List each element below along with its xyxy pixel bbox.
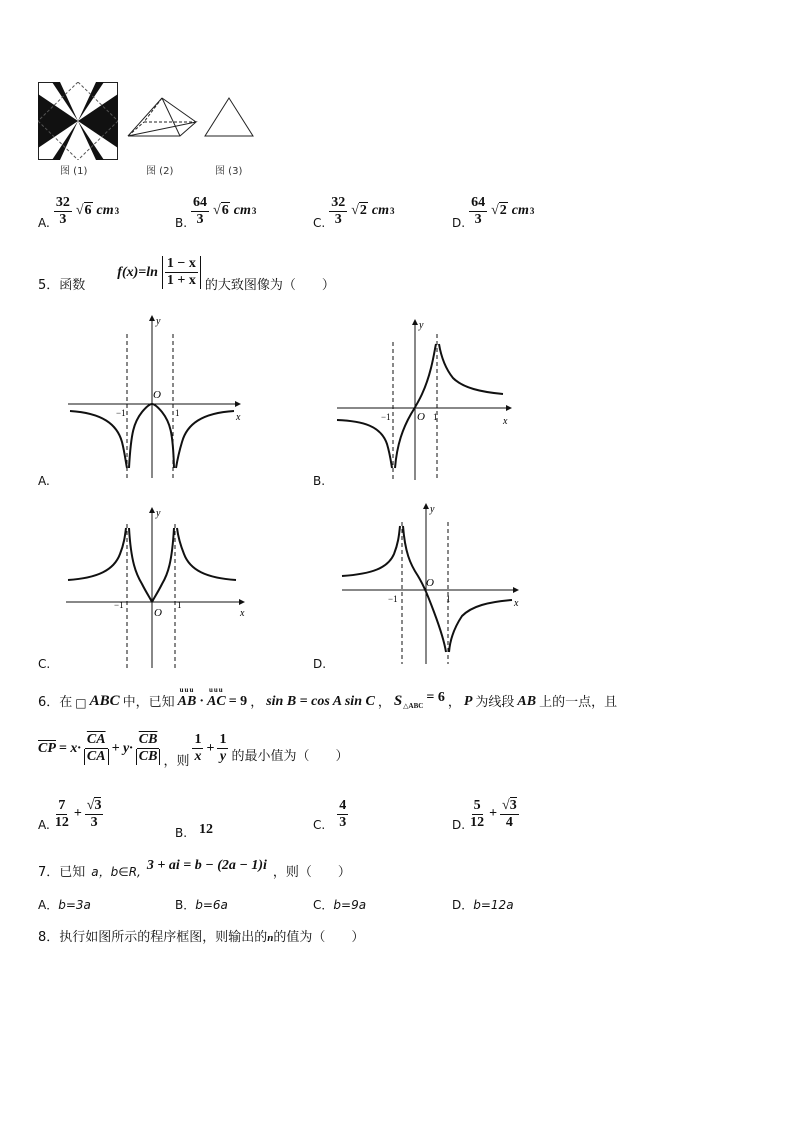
q7-option-a[interactable]: A．b=3a [38, 898, 91, 912]
option-label: A. [38, 216, 50, 230]
graph-b [333, 316, 519, 482]
option-label: C. [313, 216, 326, 230]
sqrt: √2 [351, 203, 367, 218]
graph-d [338, 500, 524, 666]
q4-option-d[interactable]: D. $\frac{64}{3}$ √2 cm 3 [452, 194, 535, 230]
q7-option-d[interactable]: D．b=12a [452, 898, 514, 912]
sqrt: √2 [491, 203, 507, 218]
svg-text:1: 1 [446, 594, 451, 604]
svg-text:x: x [503, 416, 508, 427]
q6-option-b[interactable]: B. 12 [175, 822, 214, 840]
graph-a [62, 312, 248, 482]
figure-1 [38, 82, 118, 160]
q5-func: f(x)=ln [117, 265, 158, 280]
svg-text:−1: −1 [388, 594, 398, 604]
svg-text:y: y [156, 508, 161, 519]
q4-option-b[interactable]: B. $\frac{64}{3}$ √6 cm 3 [175, 194, 257, 230]
option-label: D. [452, 216, 466, 230]
q6-option-d[interactable]: D. $\frac{5}{12}$ + $\frac{√3}{4}$ [452, 797, 517, 832]
fig3-caption: 图 (3) [215, 166, 243, 177]
unit-vector-cb: $\frac{\overline{CB}}{CB}$ [136, 732, 161, 765]
x-label: x [236, 412, 241, 423]
fig2-caption: 图 (2) [146, 166, 174, 177]
svg-text:−1: −1 [114, 600, 124, 610]
graph-c [62, 504, 252, 670]
graph-d-label[interactable]: D. [313, 657, 327, 671]
origin-label: O [153, 389, 161, 401]
sqrt: √6 [75, 203, 92, 218]
fig1-caption: 图 (1) [60, 166, 88, 177]
fraction: $\frac{64}{3}$ [193, 194, 208, 227]
q6-option-a[interactable]: A. $\frac{7}{12}$ + $\frac{√3}{3}$ [38, 797, 102, 832]
q4-option-c[interactable]: C. $\frac{32}{3}$ √2 cm 3 [313, 194, 395, 230]
svg-text:y: y [430, 504, 435, 515]
svg-text:x: x [514, 598, 519, 609]
q6-line1: 6．在 □ ABC 中，已知 uuu AB · uuu AC = 9 ， sin B = cos A sin C ， S △ABC = 6 ， P 为线段 AB 上的一点，且 [38, 686, 618, 710]
y-label: y [156, 316, 161, 327]
svg-text:1: 1 [177, 600, 182, 610]
option-label: B. [175, 216, 188, 230]
q7-option-b[interactable]: B．b=6a [175, 898, 228, 912]
q5-tail: 的大致图像为（ ） [204, 278, 335, 293]
graph-c-label[interactable]: C. [38, 657, 51, 671]
neg1-label: −1 [116, 408, 126, 418]
q8-question: 8．执行如图所示的程序框图，则输出的n的值为（ ） [38, 930, 365, 945]
figure-2-pyramid [126, 96, 198, 148]
one-label: 1 [175, 408, 180, 418]
sqrt: √6 [213, 203, 229, 218]
svg-text:y: y [419, 320, 424, 331]
svg-text:O: O [417, 411, 425, 423]
svg-text:O: O [154, 607, 162, 619]
graph-b-label[interactable]: B. [313, 474, 326, 488]
q7-option-c[interactable]: C．b=9a [313, 898, 367, 912]
q6-option-c[interactable]: C. $\frac{4}{3}$ [313, 797, 347, 832]
graph-a-label[interactable]: A. [38, 474, 50, 488]
fraction: $\frac{64}{3}$ [471, 194, 486, 227]
q7-question: 7．已知 a，b∈R, 3 + ai = b − (2a − 1)i ，则（ ） [38, 858, 351, 880]
vec-cp: CP [38, 741, 56, 756]
svg-text:O: O [426, 577, 434, 589]
q5-abs: $\frac{1 - x}{1 + x}$ [162, 256, 201, 289]
q4-option-a[interactable]: A. $\frac{32}{3}$ √6 cm 3 [38, 194, 120, 230]
svg-text:−1: −1 [381, 412, 391, 422]
svg-text:1: 1 [433, 412, 438, 422]
fraction: $\frac{32}{3}$ [55, 194, 70, 227]
unit-vector-ca: $\frac{\overline{CA}}{CA}$ [84, 732, 109, 765]
q5-question [38, 256, 335, 293]
figure-3-triangle [203, 96, 255, 138]
q6-line2: CP = x· $\frac{\overline{CA}}{CA}$ + y· $\frac{\overline{CB}}{CB}$ ，则 $\frac{1}{x}$ + $\frac{1}{y}$ 的最小值为（ ） [38, 732, 349, 769]
q5-number: 5．函数 [38, 278, 86, 293]
fraction: $\frac{32}{3}$ [331, 194, 346, 227]
svg-text:x: x [240, 608, 245, 619]
